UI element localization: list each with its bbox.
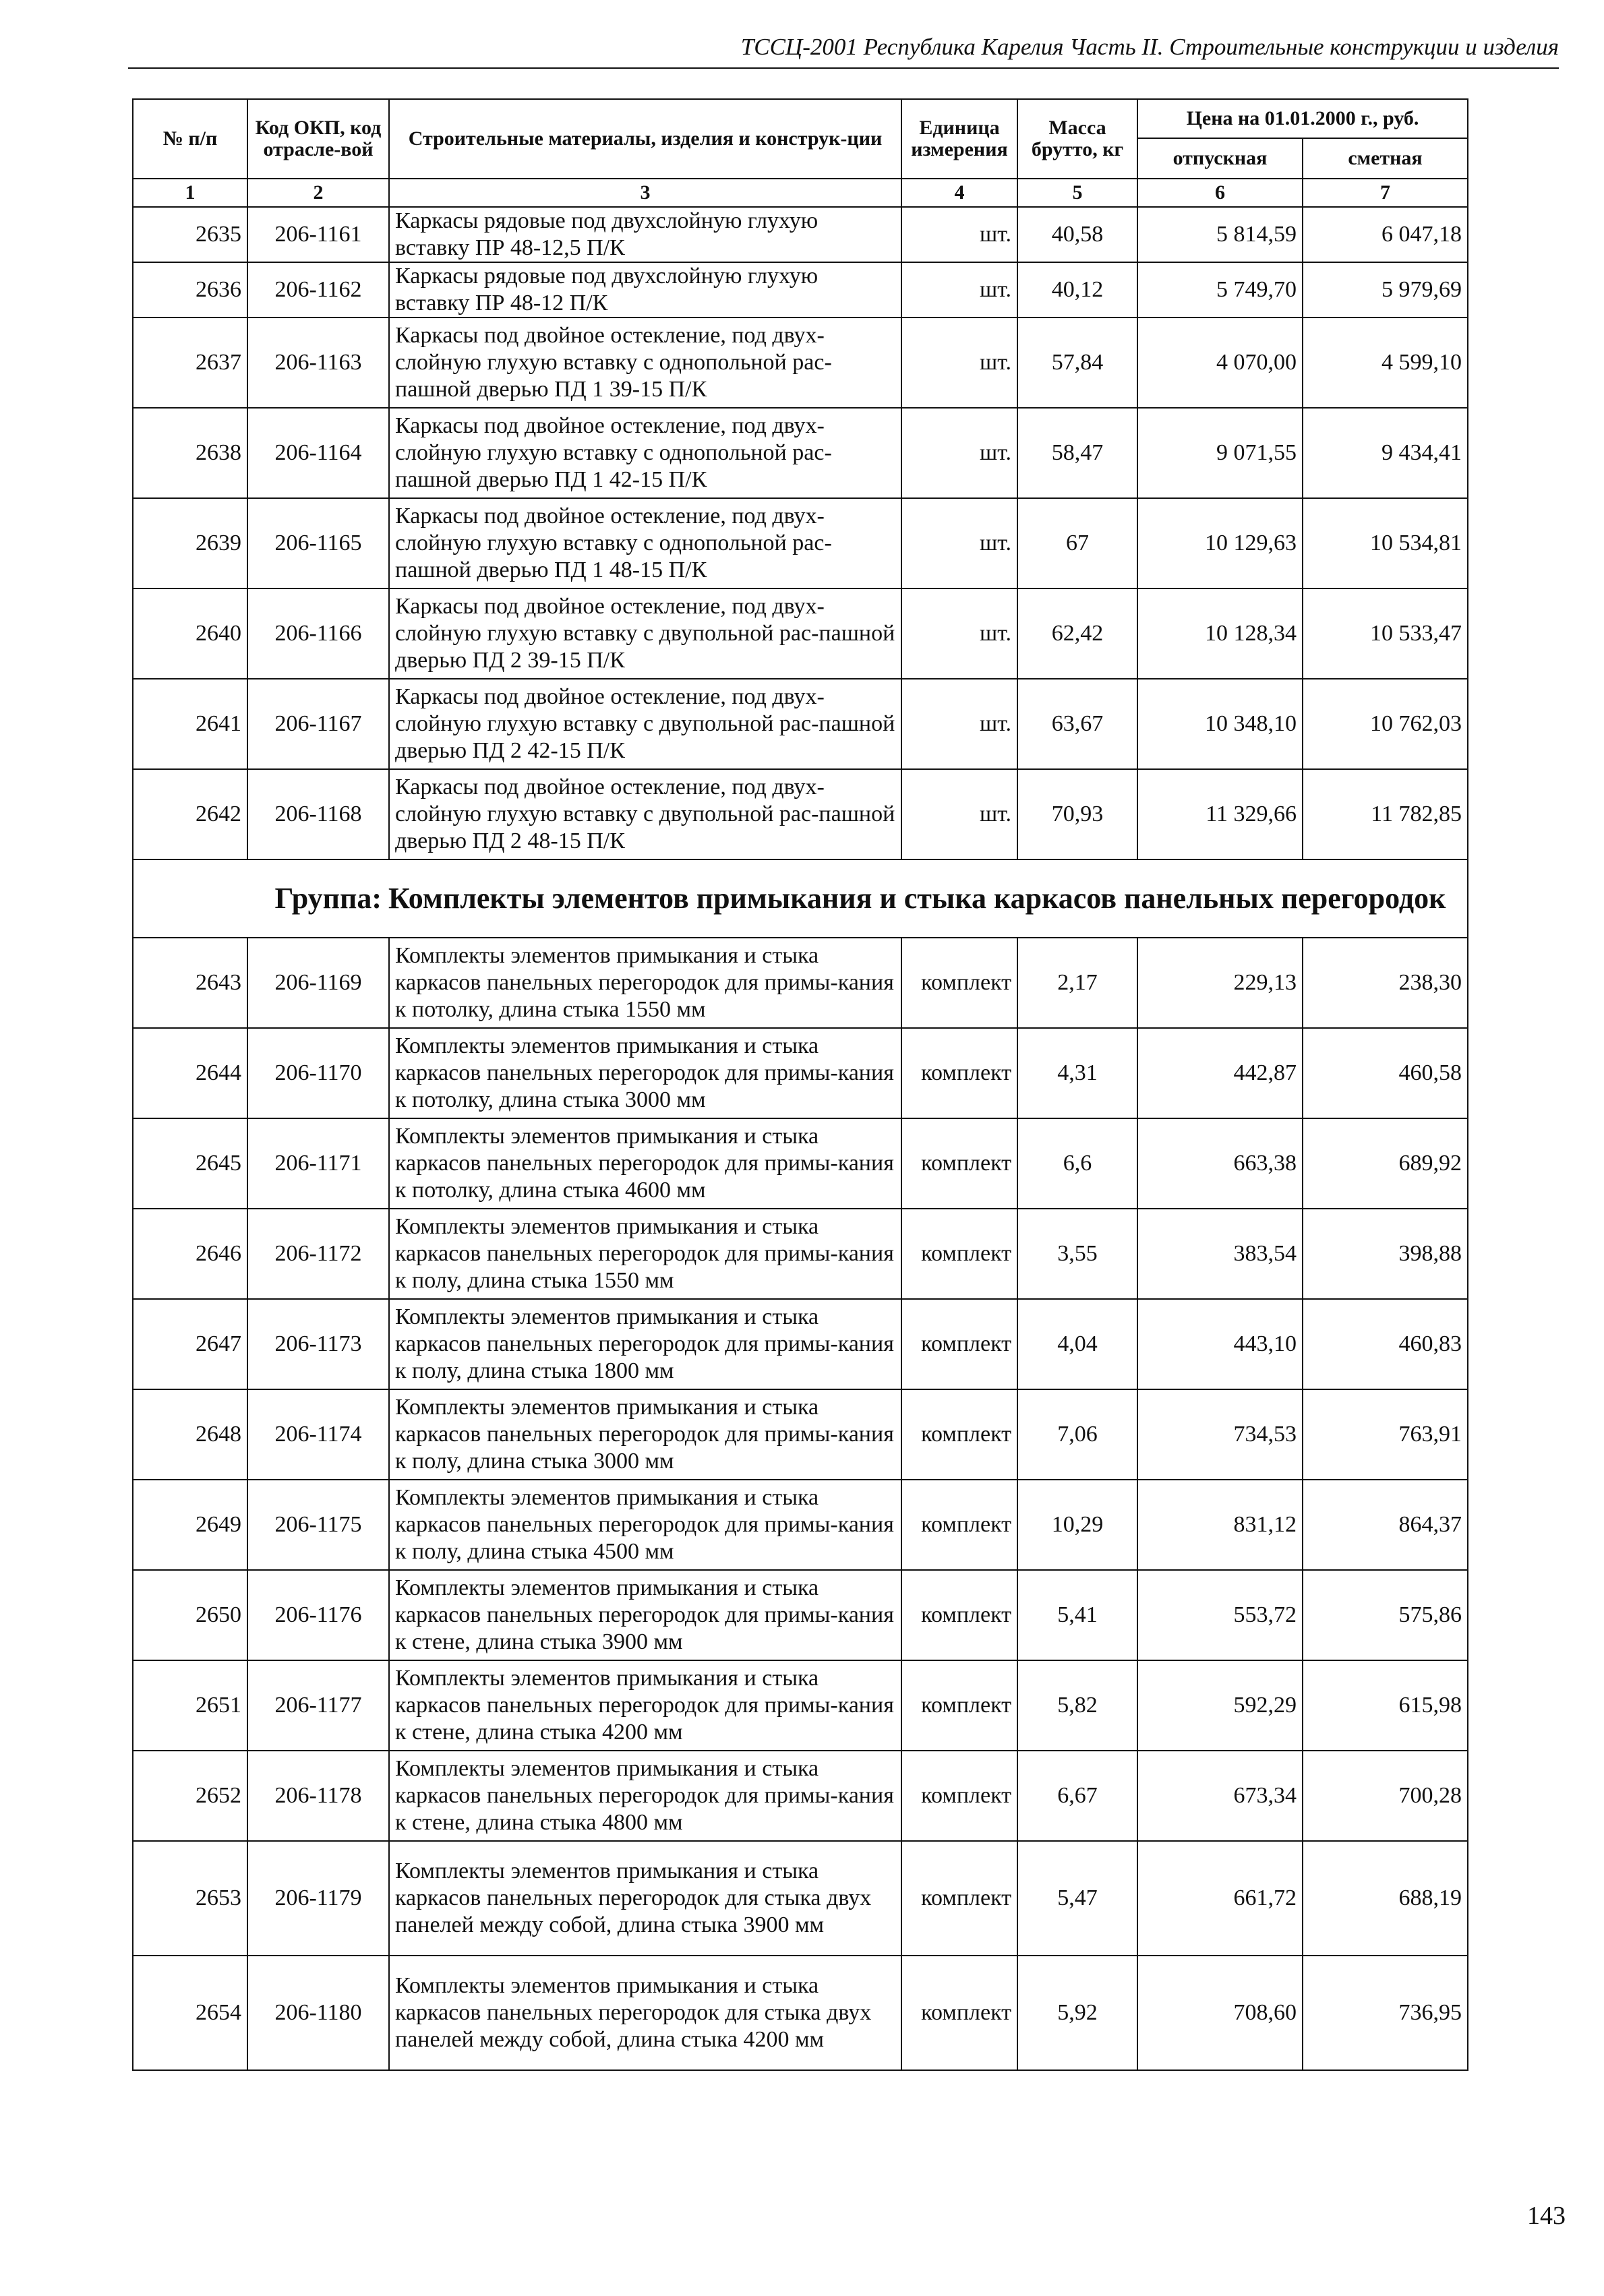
okp-code: 206-1163: [247, 318, 389, 408]
row-number: 2645: [133, 1118, 247, 1209]
okp-code: 206-1179: [247, 1841, 389, 1956]
material-name: Комплекты элементов примыкания и стыка каркасов панельных перегородок для примы-кания к стене, длина стыка 3900 мм: [389, 1570, 901, 1660]
okp-code: 206-1167: [247, 679, 389, 769]
release-price: 443,10: [1137, 1299, 1303, 1389]
unit-of-measure: комплект: [901, 1209, 1017, 1299]
okp-code: 206-1165: [247, 498, 389, 588]
table-row: [133, 1118, 1468, 1209]
material-name: Комплекты элементов примыкания и стыка каркасов панельных перегородок для примы-кания к стене, длина стыка 4800 мм: [389, 1751, 901, 1841]
okp-code: 206-1168: [247, 769, 389, 859]
gross-mass: 40,12: [1017, 262, 1137, 318]
header-row-1: [133, 99, 1468, 138]
table-row: [133, 207, 1468, 262]
unit-of-measure: комплект: [901, 1118, 1017, 1209]
gross-mass: 5,47: [1017, 1841, 1137, 1956]
release-price: 4 070,00: [1137, 318, 1303, 408]
unit-of-measure: шт.: [901, 262, 1017, 318]
row-number: 2650: [133, 1570, 247, 1660]
gross-mass: 5,92: [1017, 1956, 1137, 2070]
material-name: Комплекты элементов примыкания и стыка каркасов панельных перегородок для примы-кания к полу, длина стыка 3000 мм: [389, 1389, 901, 1480]
release-price: 10 348,10: [1137, 679, 1303, 769]
table-row: [133, 1660, 1468, 1751]
estimate-price: 689,92: [1303, 1118, 1468, 1209]
unit-of-measure: шт.: [901, 408, 1017, 498]
unit-of-measure: комплект: [901, 1660, 1017, 1751]
estimate-price: 5 979,69: [1303, 262, 1468, 318]
estimate-price: 11 782,85: [1303, 769, 1468, 859]
row-number: 2643: [133, 938, 247, 1028]
header-material: Строительные материалы, изделия и конструк-ции: [389, 99, 901, 179]
unit-of-measure: шт.: [901, 679, 1017, 769]
gross-mass: 6,6: [1017, 1118, 1137, 1209]
header-price-release: отпускная: [1137, 138, 1303, 179]
release-price: 661,72: [1137, 1841, 1303, 1956]
table-row: [133, 318, 1468, 408]
group-heading-row: [133, 859, 1468, 938]
table-row: [133, 1209, 1468, 1299]
header-price-estimate: сметная: [1303, 138, 1468, 179]
material-name: Каркасы под двойное остекление, под двух-слойную глухую вставку с однопольной рас-пашной дверью ПД 1 42-15 П/К: [389, 408, 901, 498]
header-price-group: Цена на 01.01.2000 г., руб.: [1137, 99, 1468, 138]
unit-of-measure: комплект: [901, 1028, 1017, 1118]
release-price: 592,29: [1137, 1660, 1303, 1751]
estimate-price: 700,28: [1303, 1751, 1468, 1841]
unit-of-measure: комплект: [901, 1956, 1017, 2070]
unit-of-measure: комплект: [901, 938, 1017, 1028]
okp-code: 206-1162: [247, 262, 389, 318]
okp-code: 206-1174: [247, 1389, 389, 1480]
row-number: 2647: [133, 1299, 247, 1389]
running-header: ТССЦ-2001 Республика Карелия Часть II. Строительные конструкции и изделия: [740, 34, 1559, 60]
row-number: 2651: [133, 1660, 247, 1751]
okp-code: 206-1171: [247, 1118, 389, 1209]
page-number: 143: [1527, 2202, 1566, 2230]
row-number: 2636: [133, 262, 247, 318]
row-number: 2640: [133, 588, 247, 679]
gross-mass: 58,47: [1017, 408, 1137, 498]
material-name: Каркасы под двойное остекление, под двух-слойную глухую вставку с однопольной рас-пашной дверью ПД 1 48-15 П/К: [389, 498, 901, 588]
column-number: 2: [247, 179, 389, 207]
unit-of-measure: комплект: [901, 1570, 1017, 1660]
release-price: 10 129,63: [1137, 498, 1303, 588]
okp-code: 206-1178: [247, 1751, 389, 1841]
header-unit: Единица измерения: [901, 99, 1017, 179]
rows-group-b: [133, 938, 1468, 2070]
material-name: Комплекты элементов примыкания и стыка каркасов панельных перегородок для стыка двух панелей между собой, длина стыка 3900 мм: [389, 1841, 901, 1956]
okp-code: 206-1166: [247, 588, 389, 679]
material-name: Каркасы под двойное остекление, под двух-слойную глухую вставку с двупольной рас-пашной дверью ПД 2 48-15 П/К: [389, 769, 901, 859]
estimate-price: 9 434,41: [1303, 408, 1468, 498]
gross-mass: 4,31: [1017, 1028, 1137, 1118]
column-number: 1: [133, 179, 247, 207]
row-number: 2652: [133, 1751, 247, 1841]
gross-mass: 5,41: [1017, 1570, 1137, 1660]
header-okp: Код ОКП, код отрасле-вой: [247, 99, 389, 179]
estimate-price: 615,98: [1303, 1660, 1468, 1751]
release-price: 9 071,55: [1137, 408, 1303, 498]
column-number: 4: [901, 179, 1017, 207]
gross-mass: 10,29: [1017, 1480, 1137, 1570]
row-number: 2646: [133, 1209, 247, 1299]
release-price: 708,60: [1137, 1956, 1303, 2070]
group-label: Группа:: [274, 882, 382, 915]
unit-of-measure: шт.: [901, 769, 1017, 859]
okp-code: 206-1175: [247, 1480, 389, 1570]
row-number: 2644: [133, 1028, 247, 1118]
estimate-price: 10 534,81: [1303, 498, 1468, 588]
estimate-price: 688,19: [1303, 1841, 1468, 1956]
okp-code: 206-1169: [247, 938, 389, 1028]
header-mass: Масса брутто, кг: [1017, 99, 1137, 179]
table-row: [133, 938, 1468, 1028]
estimate-price: 864,37: [1303, 1480, 1468, 1570]
table-row: [133, 1751, 1468, 1841]
table-row: [133, 262, 1468, 318]
unit-of-measure: комплект: [901, 1841, 1017, 1956]
gross-mass: 57,84: [1017, 318, 1137, 408]
estimate-price: 238,30: [1303, 938, 1468, 1028]
estimate-price: 4 599,10: [1303, 318, 1468, 408]
release-price: 673,34: [1137, 1751, 1303, 1841]
okp-code: 206-1176: [247, 1570, 389, 1660]
unit-of-measure: комплект: [901, 1299, 1017, 1389]
unit-of-measure: шт.: [901, 207, 1017, 262]
material-name: Каркасы рядовые под двухслойную глухую вставку ПР 48-12 П/К: [389, 262, 901, 318]
material-name: Комплекты элементов примыкания и стыка каркасов панельных перегородок для примы-кания к потолку, длина стыка 3000 мм: [389, 1028, 901, 1118]
gross-mass: 3,55: [1017, 1209, 1137, 1299]
group-title: Комплекты элементов примыкания и стыка каркасов панельных перегородок: [388, 882, 1446, 915]
material-name: Комплекты элементов примыкания и стыка каркасов панельных перегородок для примы-кания к полу, длина стыка 1550 мм: [389, 1209, 901, 1299]
gross-mass: 2,17: [1017, 938, 1137, 1028]
gross-mass: 5,82: [1017, 1660, 1137, 1751]
rows-group-a: [133, 207, 1468, 859]
table-row: [133, 769, 1468, 859]
column-number: 5: [1017, 179, 1137, 207]
gross-mass: 4,04: [1017, 1299, 1137, 1389]
table-row: [133, 1956, 1468, 2070]
material-name: Каркасы под двойное остекление, под двух-слойную глухую вставку с однопольной рас-пашной дверью ПД 1 39-15 П/К: [389, 318, 901, 408]
estimate-price: 460,58: [1303, 1028, 1468, 1118]
table-row: [133, 408, 1468, 498]
row-number: 2648: [133, 1389, 247, 1480]
estimate-price: 575,86: [1303, 1570, 1468, 1660]
group-heading-cell: [133, 859, 1468, 938]
unit-of-measure: комплект: [901, 1480, 1017, 1570]
material-name: Каркасы под двойное остекление, под двух-слойную глухую вставку с двупольной рас-пашной дверью ПД 2 39-15 П/К: [389, 588, 901, 679]
table-row: [133, 1028, 1468, 1118]
table-row: [133, 679, 1468, 769]
material-name: Комплекты элементов примыкания и стыка каркасов панельных перегородок для примы-кания к потолку, длина стыка 4600 мм: [389, 1118, 901, 1209]
release-price: 383,54: [1137, 1209, 1303, 1299]
table-row: [133, 1299, 1468, 1389]
material-name: Комплекты элементов примыкания и стыка каркасов панельных перегородок для примы-кания к стене, длина стыка 4200 мм: [389, 1660, 901, 1751]
row-number: 2637: [133, 318, 247, 408]
gross-mass: 40,58: [1017, 207, 1137, 262]
release-price: 734,53: [1137, 1389, 1303, 1480]
okp-code: 206-1161: [247, 207, 389, 262]
okp-code: 206-1172: [247, 1209, 389, 1299]
table-row: [133, 498, 1468, 588]
column-number: 7: [1303, 179, 1468, 207]
gross-mass: 62,42: [1017, 588, 1137, 679]
header-num: № п/п: [133, 99, 247, 179]
estimate-price: 736,95: [1303, 1956, 1468, 2070]
row-number: 2653: [133, 1841, 247, 1956]
row-number: 2639: [133, 498, 247, 588]
estimate-price: 460,83: [1303, 1299, 1468, 1389]
estimate-price: 10 533,47: [1303, 588, 1468, 679]
column-number-row: [133, 179, 1468, 207]
estimate-price: 6 047,18: [1303, 207, 1468, 262]
material-name: Комплекты элементов примыкания и стыка каркасов панельных перегородок для примы-кания к полу, длина стыка 1800 мм: [389, 1299, 901, 1389]
release-price: 831,12: [1137, 1480, 1303, 1570]
material-name: Комплекты элементов примыкания и стыка каркасов панельных перегородок для примы-кания к полу, длина стыка 4500 мм: [389, 1480, 901, 1570]
okp-code: 206-1180: [247, 1956, 389, 2070]
table-row: [133, 1389, 1468, 1480]
table-row: [133, 1480, 1468, 1570]
release-price: 5 749,70: [1137, 262, 1303, 318]
release-price: 442,87: [1137, 1028, 1303, 1118]
gross-mass: 67: [1017, 498, 1137, 588]
release-price: 10 128,34: [1137, 588, 1303, 679]
gross-mass: 70,93: [1017, 769, 1137, 859]
row-number: 2641: [133, 679, 247, 769]
okp-code: 206-1164: [247, 408, 389, 498]
header-rule: [128, 67, 1559, 69]
release-price: 5 814,59: [1137, 207, 1303, 262]
column-number: 6: [1137, 179, 1303, 207]
material-name: Комплекты элементов примыкания и стыка каркасов панельных перегородок для примы-кания к потолку, длина стыка 1550 мм: [389, 938, 901, 1028]
unit-of-measure: комплект: [901, 1751, 1017, 1841]
table-row: [133, 1570, 1468, 1660]
unit-of-measure: шт.: [901, 498, 1017, 588]
release-price: 229,13: [1137, 938, 1303, 1028]
material-name: Каркасы под двойное остекление, под двух-слойную глухую вставку с двупольной рас-пашной дверью ПД 2 42-15 П/К: [389, 679, 901, 769]
unit-of-measure: комплект: [901, 1389, 1017, 1480]
okp-code: 206-1173: [247, 1299, 389, 1389]
unit-of-measure: шт.: [901, 588, 1017, 679]
material-name: Каркасы рядовые под двухслойную глухую вставку ПР 48-12,5 П/К: [389, 207, 901, 262]
row-number: 2649: [133, 1480, 247, 1570]
okp-code: 206-1170: [247, 1028, 389, 1118]
column-number: 3: [389, 179, 901, 207]
material-name: Комплекты элементов примыкания и стыка каркасов панельных перегородок для стыка двух панелей между собой, длина стыка 4200 мм: [389, 1956, 901, 2070]
release-price: 663,38: [1137, 1118, 1303, 1209]
estimate-price: 10 762,03: [1303, 679, 1468, 769]
okp-code: 206-1177: [247, 1660, 389, 1751]
gross-mass: 63,67: [1017, 679, 1137, 769]
row-number: 2642: [133, 769, 247, 859]
row-number: 2638: [133, 408, 247, 498]
estimate-price: 398,88: [1303, 1209, 1468, 1299]
gross-mass: 6,67: [1017, 1751, 1137, 1841]
table-row: [133, 588, 1468, 679]
row-number: 2654: [133, 1956, 247, 2070]
price-table: [132, 98, 1468, 2071]
release-price: 11 329,66: [1137, 769, 1303, 859]
unit-of-measure: шт.: [901, 318, 1017, 408]
estimate-price: 763,91: [1303, 1389, 1468, 1480]
release-price: 553,72: [1137, 1570, 1303, 1660]
gross-mass: 7,06: [1017, 1389, 1137, 1480]
row-number: 2635: [133, 207, 247, 262]
group-heading-section: [133, 859, 1468, 938]
table-row: [133, 1841, 1468, 1956]
